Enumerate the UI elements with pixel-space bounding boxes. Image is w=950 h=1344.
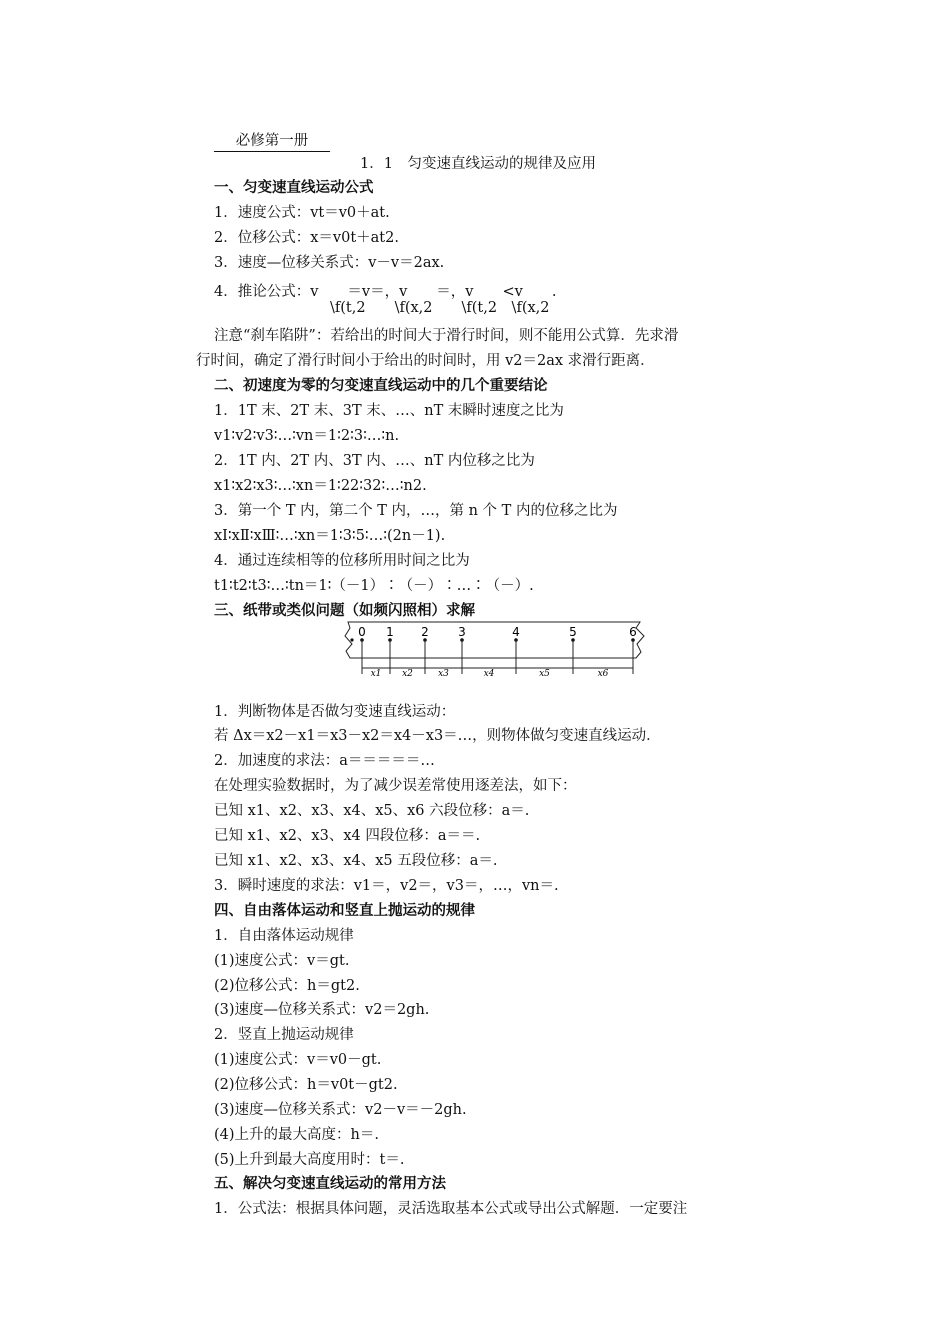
- section-heading-2: 二、初速度为零的匀变速直线运动中的几个重要结论: [214, 378, 548, 394]
- tape-segment-label: x1: [370, 669, 382, 678]
- tape-segment-label: x2: [402, 669, 413, 678]
- note-line: 注意“刹车陷阱”：若给出的时间大于滑行时间，则不能用公式算．先求滑: [214, 328, 679, 344]
- text-line: 2．1T 内、2T 内、3T 内、…、nT 内位移之比为: [214, 453, 535, 469]
- text-line: 2．加速度的求法：a＝＝＝＝＝…: [214, 753, 435, 769]
- section-heading-3: 三、纸带或类似问题（如频闪照相）求解: [214, 603, 475, 619]
- tape-segment-label: x4: [483, 669, 495, 678]
- section-heading-5: 五、解决匀变速直线运动的常用方法: [214, 1176, 446, 1192]
- tape-segment-label: x6: [597, 669, 609, 678]
- tape-point-label: 0: [358, 625, 366, 639]
- text-line: 在处理实验数据时，为了减少误差常使用逐差法，如下：: [214, 778, 577, 794]
- text-line: 2．位移公式：x＝v0t＋at2.: [214, 230, 399, 246]
- tape-point-label: 2: [421, 625, 429, 639]
- text-line: 已知 x1、x2、x3、x4 四段位移：a＝＝.: [214, 828, 481, 844]
- text-line: 4．推论公式：v ＝v＝，v ＝，v <v .: [214, 284, 557, 300]
- book-header: 必修第一册: [214, 129, 330, 152]
- section-heading-1: 一、匀变速直线运动公式: [214, 180, 374, 196]
- tape-point-label: 6: [629, 625, 637, 639]
- text-line: (4)上升的最大高度：h＝.: [214, 1127, 379, 1143]
- text-line: 1．自由落体运动规律: [214, 928, 354, 944]
- tape-dot: [350, 638, 353, 641]
- tape-segment-label: x3: [438, 669, 449, 678]
- text-line: \f(t,2 \f(x,2 \f(t,2 \f(x,2: [330, 300, 550, 316]
- text-line: 已知 x1、x2、x3、x4、x5 五段位移：a＝.: [214, 853, 498, 869]
- text-line: 1．1T 末、2T 末、3T 末、…、nT 末瞬时速度之比为: [214, 403, 564, 419]
- text-line: x1∶x2∶x3∶…∶xn＝1∶22∶32∶…∶n2.: [214, 478, 427, 494]
- text-line: 4．通过连续相等的位移所用时间之比为: [214, 553, 470, 569]
- text-line: 3．第一个 T 内，第二个 T 内，…，第 n 个 T 内的位移之比为: [214, 503, 618, 519]
- section-heading-4: 四、自由落体运动和竖直上抛运动的规律: [214, 903, 475, 919]
- text-line: (3)速度—位移关系式：v2＝2gh.: [214, 1002, 430, 1018]
- text-line: 3．瞬时速度的求法：v1＝，v2＝，v3＝，…，vn＝.: [214, 878, 559, 894]
- text-line: 已知 x1、x2、x3、x4、x5、x6 六段位移：a＝.: [214, 803, 530, 819]
- note-line: 行时间，确定了滑行时间小于给出的时间时，用 v2＝2ax 求滑行距离．: [196, 353, 655, 369]
- text-line: 若 Δx＝x2－x1＝x3－x2＝x4－x3＝…，则物体做匀变速直线运动．: [214, 728, 661, 744]
- text-line: (2)位移公式：h＝gt2.: [214, 978, 360, 994]
- text-line: 2．竖直上抛运动规律: [214, 1027, 354, 1043]
- text-line: (3)速度—位移关系式：v2－v＝－2gh.: [214, 1102, 467, 1118]
- tape-point-label: 3: [458, 625, 466, 639]
- text-line: v1∶v2∶v3∶…∶vn＝1∶2∶3∶…∶n.: [214, 428, 400, 444]
- tape-segment-label: x5: [539, 669, 550, 678]
- tape-point-label: 4: [512, 625, 520, 639]
- text-line: (5)上升到最大高度用时：t＝.: [214, 1152, 405, 1168]
- text-line: 1．判断物体是否做匀变速直线运动：: [214, 704, 456, 720]
- tape-diagram: [340, 620, 650, 678]
- text-line: (1)速度公式：v＝gt.: [214, 953, 350, 969]
- text-line: (2)位移公式：h＝v0t－gt2.: [214, 1077, 398, 1093]
- tape-point-label: 1: [386, 625, 394, 639]
- text-line: (1)速度公式：v＝v0－gt.: [214, 1052, 382, 1068]
- text-line: xⅠ∶xⅡ∶xⅢ∶…∶xn＝1∶3∶5∶…∶(2n－1).: [214, 528, 446, 544]
- tape-point-label: 5: [569, 625, 577, 639]
- text-line: 1．速度公式：vt＝v0＋at.: [214, 205, 390, 221]
- text-line: t1∶t2∶t3∶…∶tn＝1∶（－1）∶（－）∶…∶（－）.: [214, 578, 534, 594]
- text-line: 3．速度—位移关系式：v－v＝2ax.: [214, 255, 445, 271]
- page-title: 1．1 匀变速直线运动的规律及应用: [360, 156, 596, 172]
- text-line: 1．公式法：根据具体问题，灵活选取基本公式或导出公式解题．一定要注: [214, 1201, 688, 1217]
